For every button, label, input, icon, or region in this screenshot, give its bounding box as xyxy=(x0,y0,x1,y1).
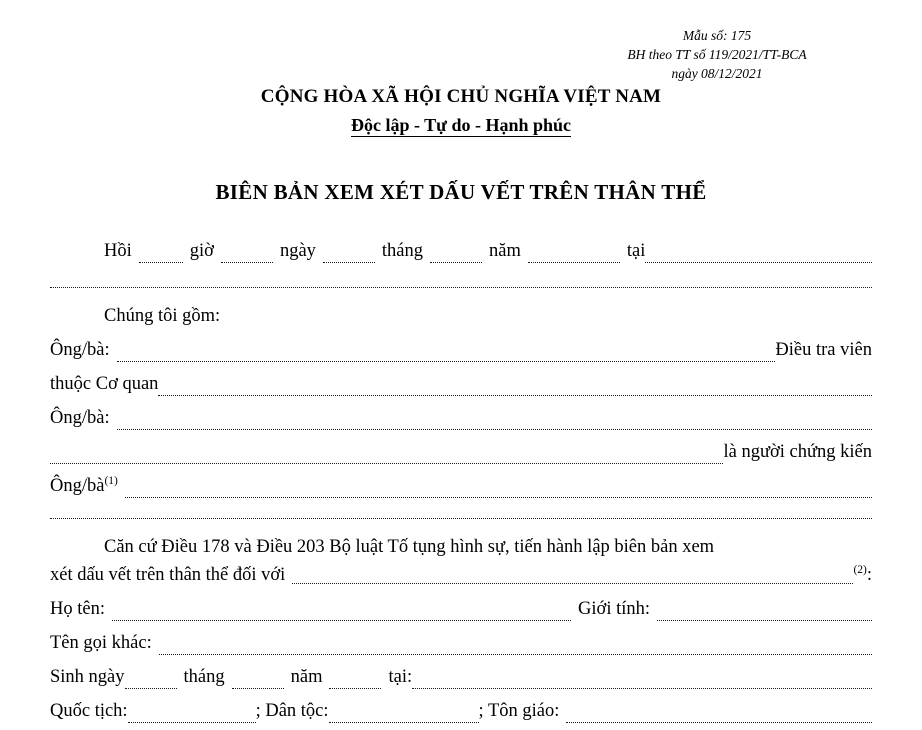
form-reference-block xyxy=(562,26,872,83)
input-location-continued[interactable] xyxy=(50,287,872,288)
form-issue-date: ngày 08/12/2021 xyxy=(671,66,763,82)
label-birth-thang: tháng xyxy=(183,666,225,687)
label-nam: năm xyxy=(489,240,521,261)
agency-row xyxy=(50,372,872,400)
label-ton-giao: ; Tôn giáo: xyxy=(478,700,560,721)
birth-row xyxy=(50,665,872,693)
label-ong-ba-witness: Ông/bà: xyxy=(50,407,110,428)
input-birth-year[interactable] xyxy=(329,688,381,689)
label-subject-prefix: xét dấu vết trên thân thể đối với xyxy=(50,564,286,585)
label-dan-toc: ; Dân tộc: xyxy=(255,700,329,721)
input-hour[interactable] xyxy=(139,262,183,263)
form-circular-reference: BH theo TT số 119/2021/TT-BCA xyxy=(627,47,807,63)
national-motto xyxy=(50,112,872,139)
witness-row xyxy=(50,406,872,434)
label-ngay: ngày xyxy=(279,240,316,261)
input-other-person[interactable] xyxy=(125,497,872,498)
input-gioi-tinh[interactable] xyxy=(657,620,872,621)
label-ten-goi-khac: Tên gọi khác: xyxy=(50,632,152,653)
input-year[interactable] xyxy=(430,262,482,263)
input-birth-day[interactable] xyxy=(125,688,177,689)
label-ho-ten: Họ tên: xyxy=(50,598,105,619)
label-birth-tai: tại: xyxy=(388,666,413,687)
datetime-row xyxy=(50,239,872,267)
label-sinh-ngay: Sinh ngày xyxy=(50,666,125,687)
label-footnote-2-suffix xyxy=(853,563,872,588)
input-quoc-tich[interactable] xyxy=(128,722,256,723)
other-person-row xyxy=(50,474,872,502)
input-other-person-continued[interactable] xyxy=(50,518,872,519)
form-number: Mẫu số: 175 xyxy=(682,28,752,43)
label-hoi: Hồi xyxy=(104,240,132,261)
input-witness-details[interactable] xyxy=(50,463,723,464)
label-tai: tại xyxy=(626,240,646,261)
input-subject-name[interactable] xyxy=(292,583,853,584)
input-birth-month[interactable] xyxy=(232,688,284,689)
investigator-row xyxy=(50,338,872,366)
fullname-row xyxy=(50,597,872,625)
input-birth-place[interactable] xyxy=(412,688,872,689)
input-year-value[interactable] xyxy=(528,262,620,263)
label-la-nguoi-chung-kien: là người chứng kiến xyxy=(723,441,872,462)
input-location[interactable] xyxy=(645,262,872,263)
input-dan-toc[interactable] xyxy=(329,722,479,723)
colon-suffix: : xyxy=(866,564,872,585)
form-body xyxy=(50,239,872,727)
input-month[interactable] xyxy=(323,262,375,263)
input-ho-ten[interactable] xyxy=(112,620,571,621)
label-thang: tháng xyxy=(381,240,424,261)
alias-row xyxy=(50,631,872,659)
input-ten-goi-khac[interactable] xyxy=(159,654,872,655)
input-day[interactable] xyxy=(221,262,273,263)
label-birth-nam: năm xyxy=(290,666,323,687)
footnote-marker-1: (1) xyxy=(104,474,118,487)
label-ong-ba-investigator: Ông/bà: xyxy=(50,339,110,360)
label-chung-toi-gom: Chúng tôi gồm: xyxy=(104,305,221,326)
nationality-row xyxy=(50,699,872,727)
label-quoc-tich: Quốc tịch: xyxy=(50,700,128,721)
footnote-marker-2: (2) xyxy=(853,563,867,576)
national-motto-text: Độc lập - Tự do - Hạnh phúc xyxy=(350,114,572,135)
participants-intro-row xyxy=(50,304,872,332)
label-gioi-tinh: Giới tính: xyxy=(578,598,650,619)
page-title: BIÊN BẢN XEM XÉT DẤU VẾT TRÊN THÂN THỂ xyxy=(215,179,707,204)
legal-basis-paragraph: Căn cứ Điều 178 và Điều 203 Bộ luật Tố tụng hình sự, tiến hành lập biên bản xem xyxy=(104,536,715,557)
country-name: CỘNG HÒA XÃ HỘI CHỦ NGHĨA VIỆT NAM xyxy=(260,86,662,107)
input-witness-name[interactable] xyxy=(117,429,872,430)
label-gio: giờ xyxy=(189,240,214,261)
legal-basis-subject-row xyxy=(50,563,872,588)
input-agency-name[interactable] xyxy=(158,395,872,396)
input-investigator-name[interactable] xyxy=(117,361,776,362)
label-ong-ba-footnote xyxy=(50,474,118,499)
label-thuoc-co-quan: thuộc Cơ quan xyxy=(50,373,159,394)
witness-role-row xyxy=(50,440,872,468)
label-dieu-tra-vien: Điều tra viên xyxy=(775,339,872,360)
label-ong-ba-text: Ông/bà xyxy=(50,475,105,496)
input-ton-giao[interactable] xyxy=(566,722,872,723)
